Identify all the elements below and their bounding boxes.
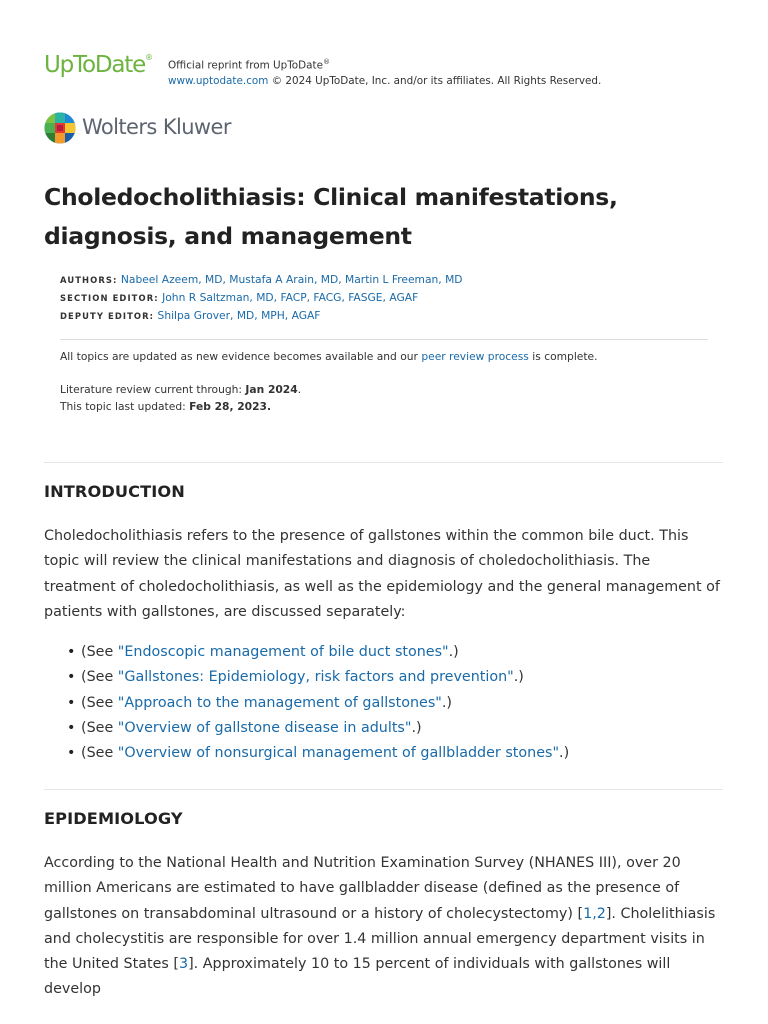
lit-review-end: . [297, 383, 302, 396]
reference-link-1-2[interactable]: 1,2 [583, 905, 606, 922]
reprint-header [44, 50, 724, 88]
see-link-endoscopic-management[interactable]: "Endoscopic management of bile duct stones" [117, 644, 449, 660]
section-divider [44, 789, 723, 790]
list-item [64, 741, 569, 766]
see-prefix: (See [81, 719, 118, 736]
list-item [64, 640, 569, 665]
uptodate-logo-reg: ® [145, 53, 154, 63]
see-suffix: .) [441, 694, 452, 711]
peer-review-link[interactable]: peer review process [421, 350, 529, 363]
epidemiology-text-3: ]. Approximately 10 to 15 percent of individuals with gallstones will develop [44, 956, 671, 998]
authors-label: AUTHORS: [60, 275, 118, 285]
wolters-kluwer-mark-icon [44, 112, 76, 144]
last-updated-date: Feb 28, 2023. [189, 400, 272, 413]
section-editor-row [60, 289, 463, 307]
last-updated-line [60, 398, 301, 415]
deputy-editor-link[interactable]: Shilpa Grover, MD, MPH, AGAF [157, 309, 321, 322]
author-block [60, 271, 463, 325]
authors-row [60, 271, 463, 289]
copyright-text: © 2024 UpToDate, Inc. and/or its affiliates. All Rights Reserved. [268, 75, 602, 88]
authors-link[interactable]: Nabeel Azeem, MD, Mustafa A Arain, MD, Martin L Freeman, MD [120, 273, 463, 286]
update-notice [60, 348, 598, 365]
see-prefix: (See [81, 644, 118, 660]
review-dates [60, 381, 301, 415]
last-updated-label: This topic last updated: [60, 400, 190, 413]
see-suffix: .) [513, 669, 524, 686]
introduction-heading: INTRODUCTION [44, 482, 185, 501]
uptodate-logo[interactable] [44, 52, 153, 78]
see-link-nonsurgical-management[interactable]: "Overview of nonsurgical management of gallbladder stones" [117, 745, 560, 762]
introduction-paragraph: Choledocholithiasis refers to the presence of gallstones within the common bile duct. This topic will review the clinical manifestations and diagnosis of choledocholithiasis. The treatment of choledocholithiasis, as well as the epidemiology and the general management of patients with gallstones, are discussed separately: [44, 528, 720, 620]
wolters-kluwer-logo [44, 112, 294, 144]
deputy-editor-label: DEPUTY EDITOR: [60, 311, 155, 321]
deputy-editor-row [60, 307, 463, 325]
reprint-line [168, 54, 601, 73]
see-prefix: (See [81, 745, 118, 762]
lit-review-label: Literature review current through: [60, 383, 246, 396]
literature-review-line [60, 381, 301, 398]
see-link-gallstones-epidemiology[interactable]: "Gallstones: Epidemiology, risk factors and prevention" [117, 669, 514, 686]
section-divider [44, 462, 723, 463]
author-divider [60, 339, 708, 340]
see-prefix: (See [81, 669, 118, 686]
update-text-after: is complete. [528, 350, 598, 363]
epidemiology-heading: EPIDEMIOLOGY [44, 809, 183, 828]
reprint-reg: ® [323, 58, 330, 66]
epidemiology-text-2: ]. Cholelithiasis and cholecystitis are responsible for over 1.4 million annual emergency department visits in the United States [ [44, 905, 716, 973]
uptodate-logo-text: UpToDate [44, 52, 146, 78]
wolters-kluwer-name: Wolters Kluwer [82, 115, 231, 139]
see-suffix: .) [411, 719, 422, 736]
article-title: Choledocholithiasis: Clinical manifestations, diagnosis, and management [44, 183, 618, 250]
see-link-approach-management[interactable]: "Approach to the management of gallstones" [117, 694, 442, 711]
uptodate-site-link[interactable]: www.uptodate.com [168, 75, 269, 88]
list-item [64, 665, 569, 690]
list-item [64, 716, 569, 741]
see-prefix: (See [81, 694, 118, 711]
reference-link-3[interactable]: 3 [178, 956, 189, 973]
list-item [64, 691, 569, 716]
update-text-before: All topics are updated as new evidence becomes available and our [60, 350, 422, 363]
reprint-notice [168, 54, 601, 89]
epidemiology-text-1: According to the National Health and Nutrition Examination Survey (NHANES III), over 20 million Americans are estimated to have gallbladder disease (defined as the presence of gallstones on transabdominal ultrasound or a history of cholecystectomy) [ [44, 855, 681, 922]
see-suffix: .) [559, 745, 570, 762]
section-editor-label: SECTION EDITOR: [60, 293, 159, 303]
see-also-list [64, 640, 569, 766]
lit-review-date: Jan 2024 [245, 383, 298, 396]
see-suffix: .) [448, 644, 459, 660]
copyright-line [168, 73, 601, 89]
section-editor-link[interactable]: John R Saltzman, MD, FACP, FACG, FASGE, AGAF [162, 291, 419, 304]
epidemiology-paragraph [44, 851, 726, 1003]
reprint-line-text: Official reprint from UpToDate [168, 59, 323, 72]
see-link-gallstone-overview[interactable]: "Overview of gallstone disease in adults" [117, 719, 412, 736]
